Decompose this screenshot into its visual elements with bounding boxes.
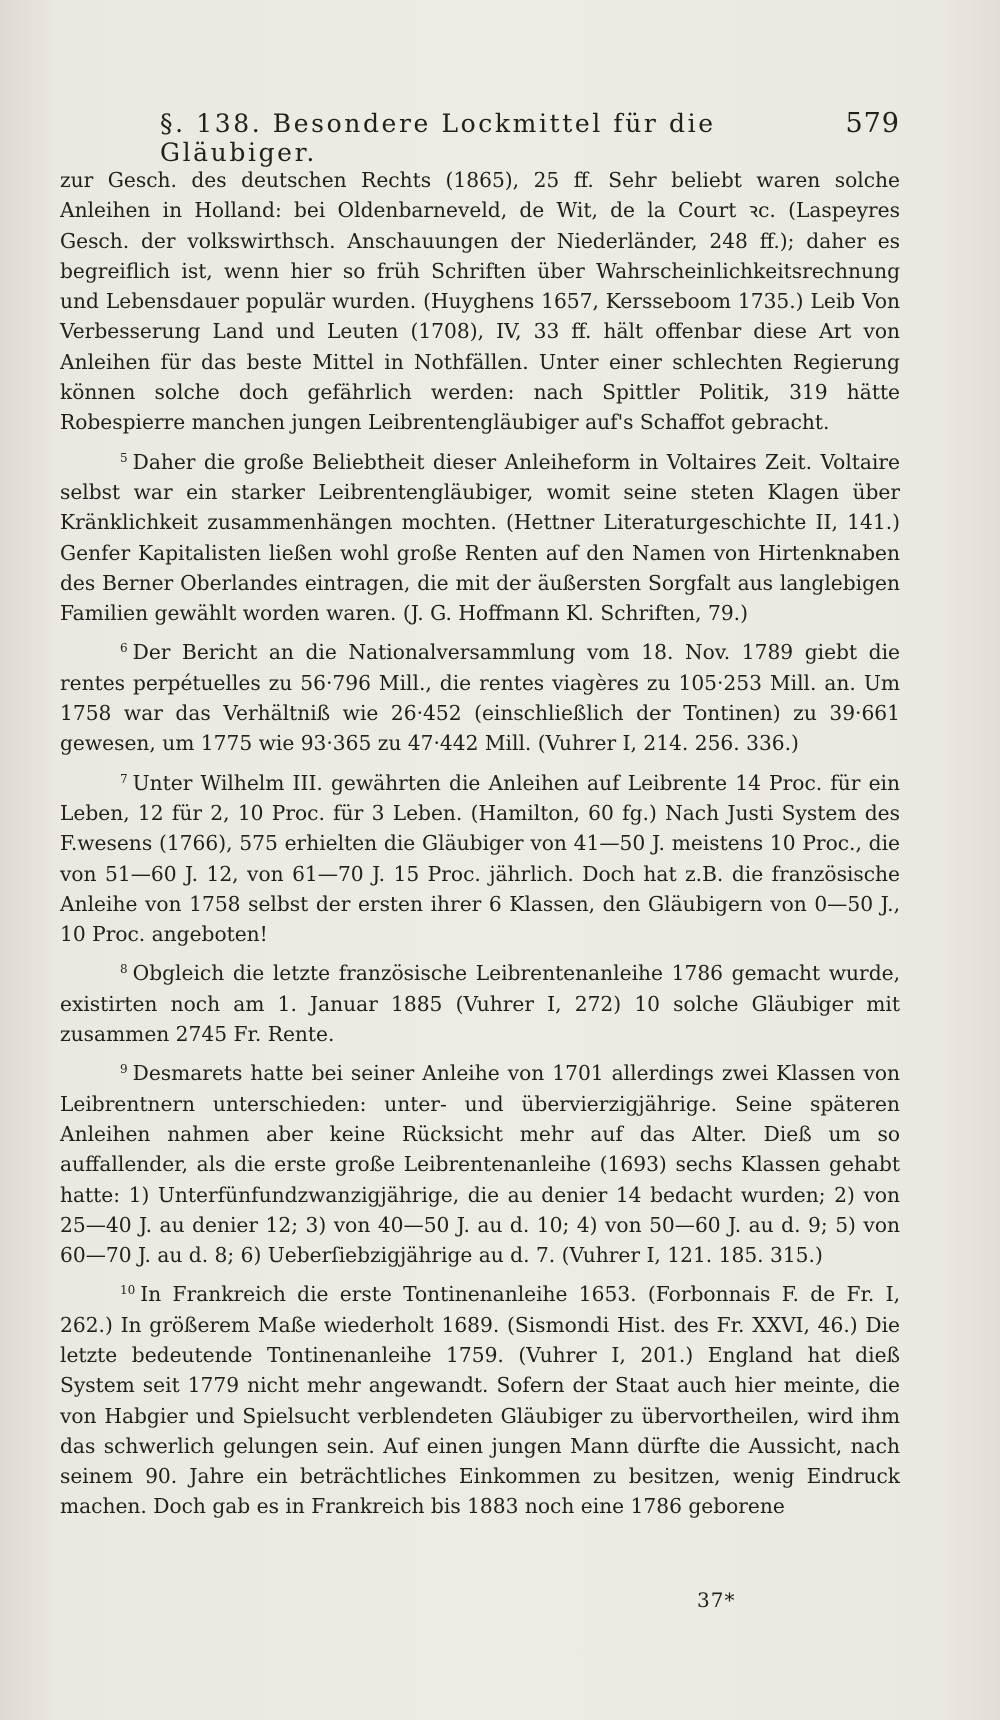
footnote-number: 8 [120,962,128,977]
section-heading: §. 138. Besondere Lockmittel für die Gläubiger. [160,109,716,167]
footnote-8 [60,958,900,1049]
footnote-text-body: Daher die große Beliebtheit dieser Anleiheform in Voltaires Zeit. Voltaire selbst war ein starker Leibrentengläubiger, womit seine steten Klagen über Kränklichkeit zusammenhängen mochten. (Hettner Literaturgeschichte II, 141.) Genfer Kapitalisten ließen wohl große Renten auf den Namen von Hirtenknaben des Berner Oberlandes eintragen, die mit der äußersten Sorgfalt aus langlebigen Familien gewählt worden waren. (J. G. Hoffmann Kl. Schriften, 79.) [60,449,900,626]
printer-signature-mark: 37* [697,1588,736,1612]
footnote-6 [60,637,900,758]
footnote-9 [60,1058,900,1270]
footnote-continuation [60,165,900,438]
footnote-text [60,165,900,1522]
footnote-text-body: Desmarets hatte bei seiner Anleihe von 1701 allerdings zwei Klassen von Leibrentnern unterschieden: unter- und übervierzigjährige. Seine späteren Anleihen nahmen aber keine Rücksicht mehr auf das Alter. Dieß um so auffallender, als die erste große Leibrentenanleihe (1693) sechs Klassen gehabt hatte: 1) Unterfünfundzwanzigjährige, die au denier 14 bedacht wurden; 2) von 25—40 J. au denier 12; 3) von 40—50 J. au d. 10; 4) von 50—60 J. au d. 9; 5) von 60—70 J. au d. 8; 6) Ueberſiebzigjährige au d. 7. (Vuhrer I, 121. 185. 315.) [60,1061,900,1268]
footnote-text-body: zur Gesch. des deutschen Rechts (1865), 25 ff. Sehr beliebt waren solche Anleihen in Holland: bei Oldenbarneveld, de Wit, de la Court ꝛc. (Laspeyres Gesch. der volkswirthsch. Anschauungen der Niederländer, 248 ff.); daher es begreiflich ist, wenn hier so früh Schriften über Wahrscheinlichkeitsrechnung und Lebensdauer populär wurden. (Huyghens 1657, Kersseboom 1735.) Leib Von Verbesserung Land und Leuten (1708), IV, 33 ff. hält offenbar diese Art von Anleihen für das beste Mittel in Nothfällen. Unter einer schlechten Regierung können solche doch gefährlich werden: nach Spittler Politik, 319 hätte Robespierre manchen jungen Leibrentengläubiger auf's Schaffot gebracht. [60,168,900,435]
footnote-number: 10 [120,1283,136,1298]
footnote-number: 6 [120,641,128,656]
running-header [160,108,900,167]
footnote-number: 5 [120,450,128,465]
footnote-7 [60,768,900,950]
footnote-number: 7 [120,771,128,786]
footnote-text-body: Obgleich die letzte französische Leibrentenanleihe 1786 gemacht wurde, existirten noch am 1. Januar 1885 (Vuhrer I, 272) 10 solche Gläubiger mit zusammen 2745 Fr. Rente. [60,961,900,1047]
footnote-text-body: Unter Wilhelm III. gewährten die Anleihen auf Leibrente 14 Proc. für ein Leben, 12 für 2, 10 Proc. für 3 Leben. (Hamilton, 60 fg.) Nach Justi System des F.wesens (1766), 575 erhielten die Gläubiger von 41—50 J. meistens 10 Proc., die von 51—60 J. 12, von 61—70 J. 15 Proc. jährlich. Doch hat z.B. die französische Anleihe von 1758 selbst der ersten ihrer 6 Klassen, den Gläubigern von 0—50 J., 10 Proc. angeboten! [60,770,900,947]
footnote-text-body: In Frankreich die erste Tontinenanleihe 1653. (Forbonnais F. de Fr. I, 262.) In größerem Maße wiederholt 1689. (Sismondi Hist. des Fr. XXVI, 46.) Die letzte bedeutende Tontinenanleihe 1759. (Vuhrer I, 201.) England hat dieß System seit 1779 nicht mehr angewandt. Sofern der Staat auch hier meinte, die von Habgier und Spielsucht verblendeten Gläubiger zu übervortheilen, wird ihm das schwerlich gelungen sein. Auf einen jungen Mann dürfte die Aussicht, nach seinem 90. Jahre ein beträchtliches Einkommen zu besitzen, wenig Eindruck machen. Doch gab es in Frankreich bis 1883 noch eine 1786 geborene [60,1282,900,1519]
footnote-10 [60,1279,900,1521]
footnote-number: 9 [120,1062,128,1077]
footnote-5 [60,447,900,629]
footnote-text-body: Der Bericht an die Nationalversammlung vom 18. Nov. 1789 giebt die rentes perpétuelles zu 56·796 Mill., die rentes viagères zu 105·253 Mill. an. Um 1758 war das Verhältniß wie 26·452 (einschließlich der Tontinen) zu 39·661 gewesen, um 1775 wie 93·365 zu 47·442 Mill. (Vuhrer I, 214. 256. 336.) [60,640,900,756]
page-number: 579 [845,108,900,139]
